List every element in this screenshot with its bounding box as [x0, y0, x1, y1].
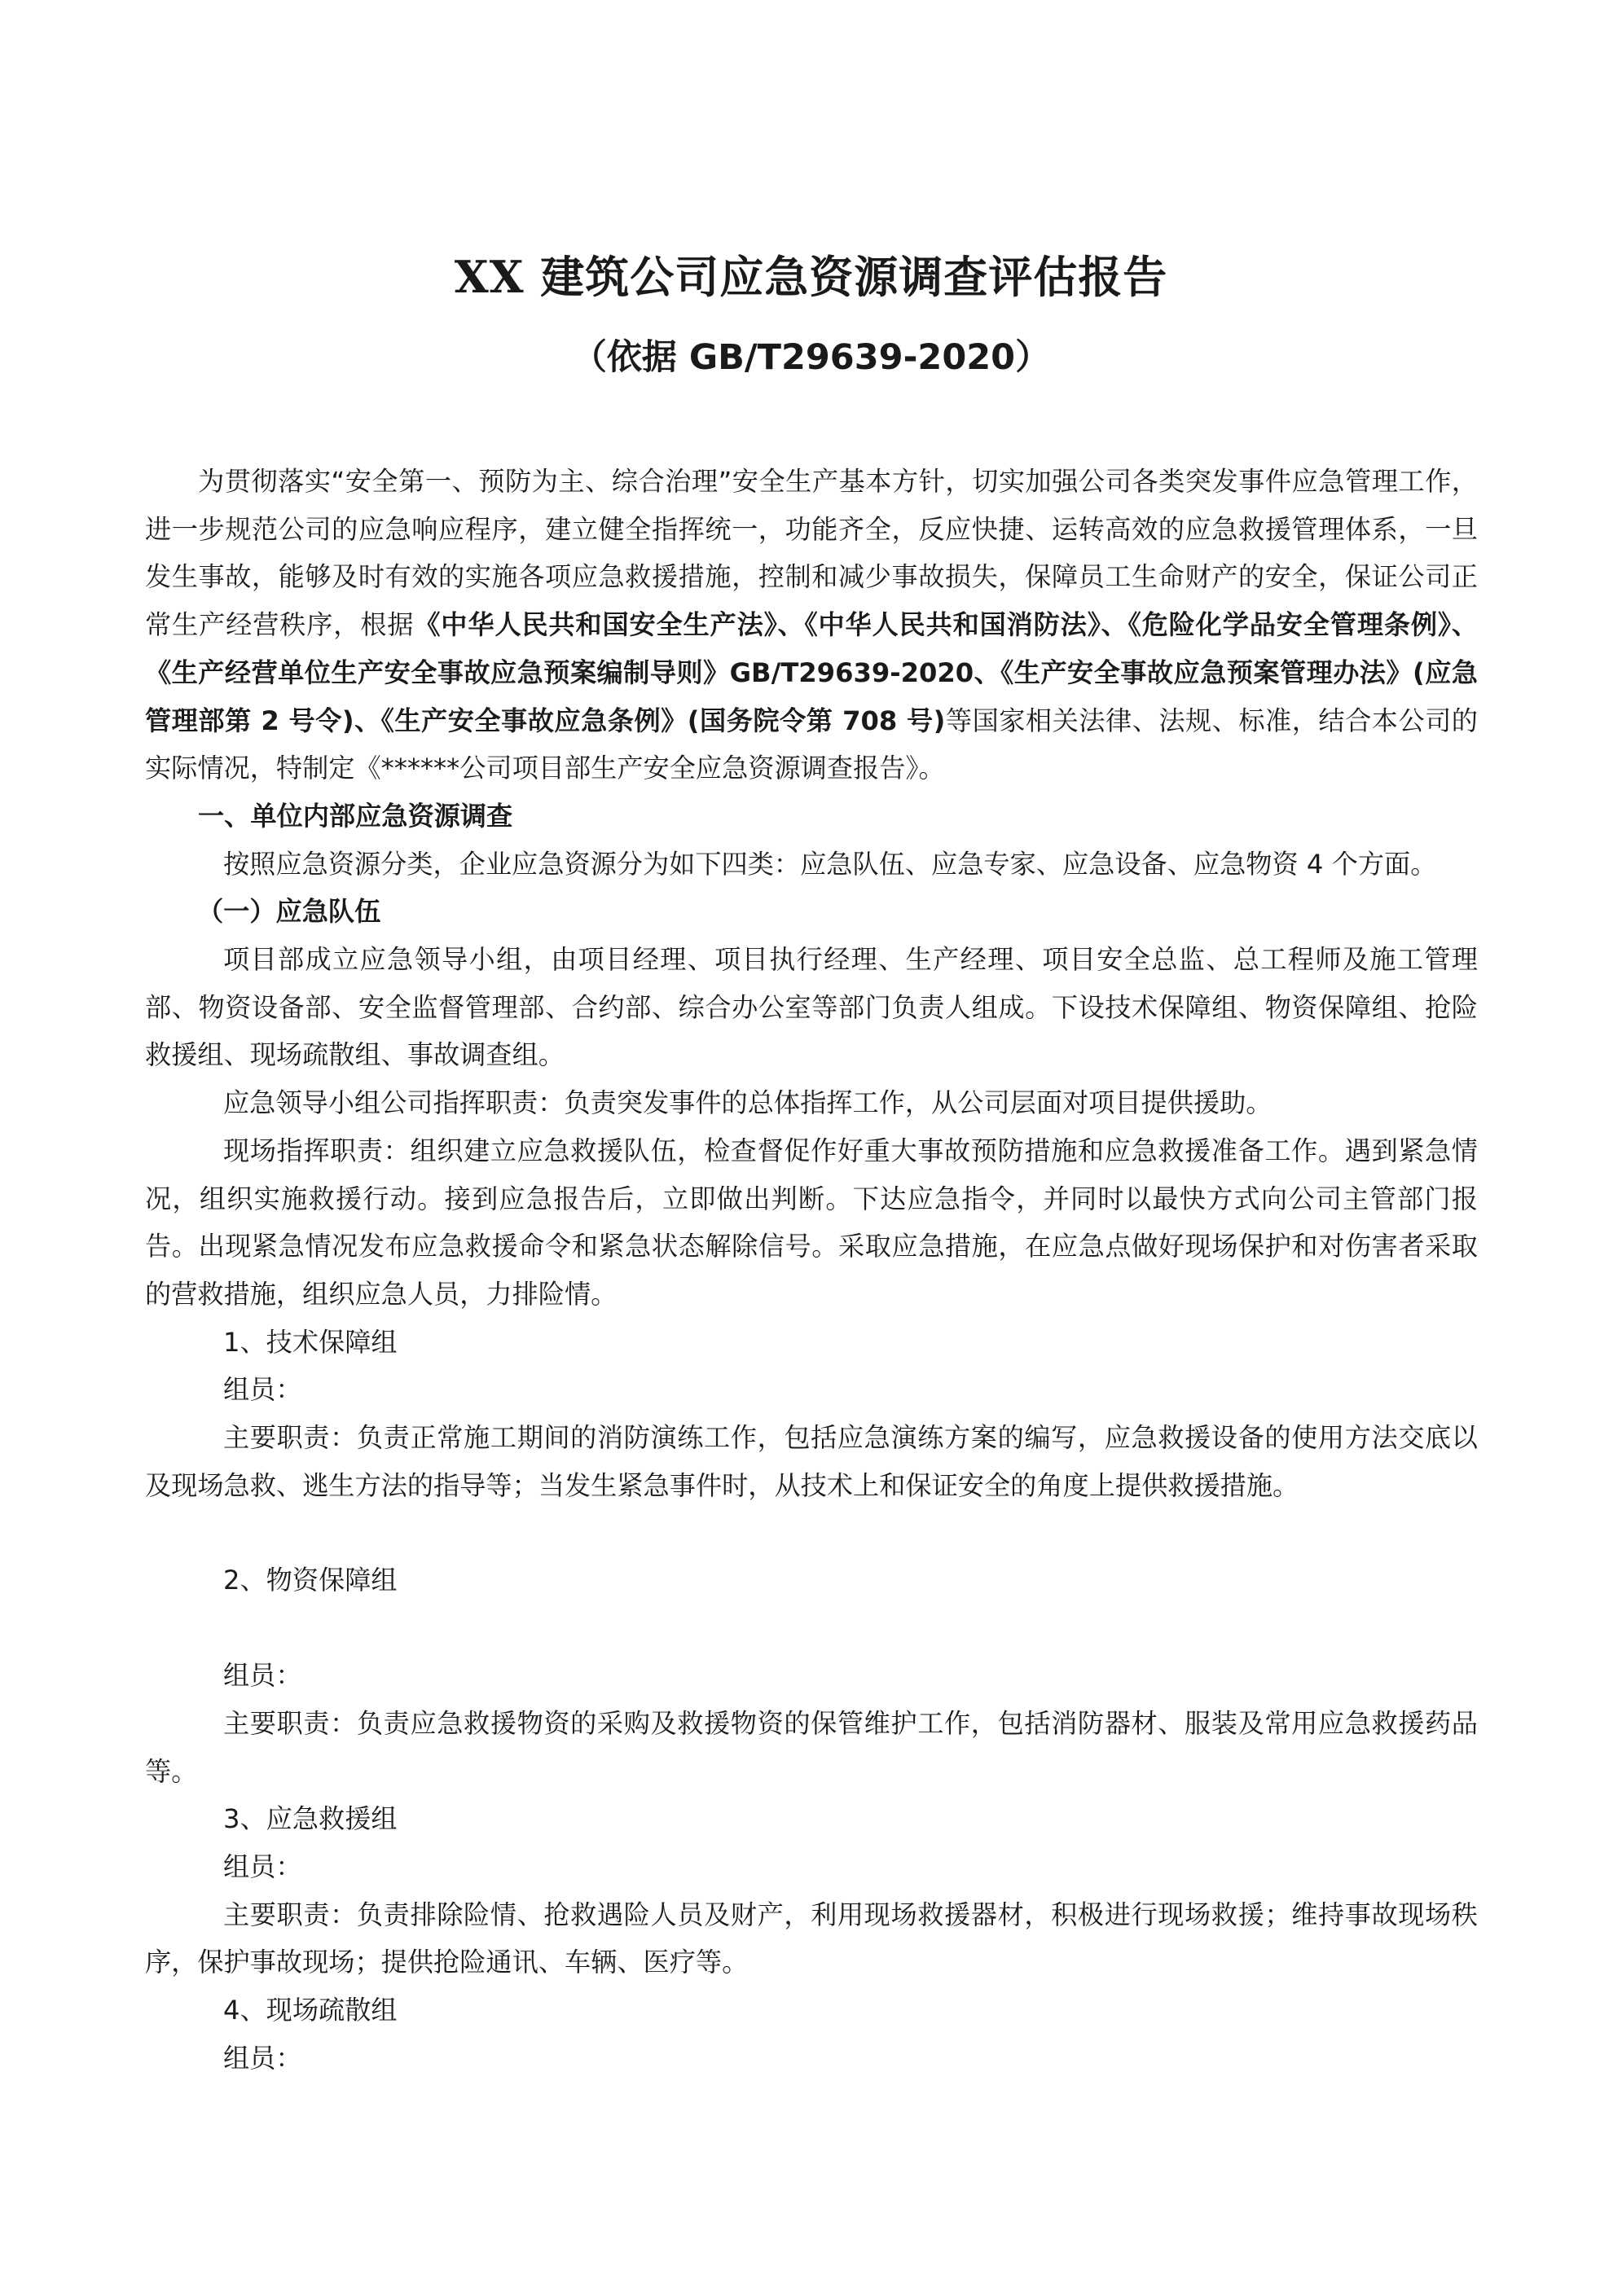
- group-title-evacuation: 4、现场疏散组: [223, 1995, 398, 2026]
- title-main: 建筑公司应急资源调查评估报告: [524, 252, 1168, 303]
- intro-laws-list: 《中华人民共和国安全生产法》、《中华人民共和国消防法》、《危险化学品安全管理条例》、《生产经营单位生产安全事故应急预案编制导则》GB/T29639-2020、《生产安全事故应急预案管理办法》(应急管理部第 2 号令)、《生产安全事故应急条例》(国务院令第 708 号): [145, 609, 1479, 736]
- group-members-evacuation: 组员：: [223, 2042, 302, 2074]
- group-members-technical: 组员：: [223, 1374, 302, 1406]
- document-body: [145, 458, 1478, 2083]
- paragraph-site-command-duty: 现场指挥职责：组织建立应急救援队伍，检查督促作好重大事故预防措施和应急救援准备工作。遇到紧急情况，组织实施救援行动。接到应急报告后，立即做出判断。下达应急指令，并同时以最快方式向公司主管部门报告。出现紧急情况发布应急救援命令和紧急状态解除信号。采取应急措施，在应急点做好现场保护和对伤害者采取的营救措施，组织应急人员，力排险情。: [145, 1135, 1478, 1310]
- group-members-rescue: 组员：: [223, 1850, 302, 1882]
- document-subtitle: （依据 GB/T29639-2020）: [571, 337, 1051, 378]
- section-heading-internal-resources: 一、单位内部应急资源调查: [198, 800, 513, 832]
- document-title: [0, 248, 1622, 306]
- group-duty-technical: 主要职责：负责正常施工期间的消防演练工作，包括应急演练方案的编写，应急救援设备的使用方法交底以及现场急救、逃生方法的指导等；当发生紧急事件时，从技术上和保证安全的角度上提供救援措施。: [145, 1422, 1478, 1501]
- group-duty-rescue: 主要职责：负责排除险情、抢救遇险人员及财产，利用现场救援器材，积极进行现场救援；维持事故现场秩序，保护事故现场；提供抢险通讯、车辆、医疗等。: [145, 1899, 1478, 1978]
- intro-paragraph: [145, 458, 1478, 792]
- blank-spacer: [145, 1605, 1478, 1652]
- paragraph-leadership-duty: 应急领导小组公司指挥职责：负责突发事件的总体指挥工作，从公司层面对项目提供援助。: [223, 1087, 1273, 1119]
- subsection-heading-emergency-team: （一）应急队伍: [197, 896, 381, 928]
- title-prefix: XX: [454, 251, 525, 303]
- intro-text-part1: 为贯彻落实“安全第一、预防为主、综合治理”安全生产基本方针，切实加强公司各类突发事件应急管理工作，进一步规范公司的应急响应程序，建立健全指挥统一，功能齐全，反应快捷、运转高效的应急救援管理体系，一旦发生事故，能够及时有效的实施各项应急救援措施，控制和减少事故损失，保障员工生命财产的安全，保证公司正常生产经营秩序，根据: [145, 466, 1478, 641]
- group-title-materials: 2、物资保障组: [223, 1565, 398, 1596]
- group-members-materials: 组员：: [223, 1660, 302, 1692]
- group-title-rescue: 3、应急救援组: [223, 1803, 398, 1835]
- intro-text-part2: 等国家相关法律、法规、标准，结合本公司的实际情况，特制定《******公司项目部生产安全应急资源调查报告》。: [145, 705, 1478, 784]
- group-title-technical: 1、技术保障组: [223, 1326, 398, 1358]
- blank-spacer: [145, 1509, 1478, 1556]
- group-duty-materials: 主要职责：负责应急救援物资的采购及救援物资的保管维护工作，包括消防器材、服装及常用应急救援药品等。: [145, 1707, 1478, 1787]
- paragraph-team-composition: 项目部成立应急领导小组，由项目经理、项目执行经理、生产经理、项目安全总监、总工程师及施工管理部、物资设备部、安全监督管理部、合约部、综合办公室等部门负责人组成。下设技术保障组、物资保障组、抢险救援组、现场疏散组、事故调查组。: [145, 944, 1478, 1071]
- section-paragraph-resource-categories: 按照应急资源分类，企业应急资源分为如下四类：应急队伍、应急专家、应急设备、应急物资 4 个方面。: [223, 848, 1437, 880]
